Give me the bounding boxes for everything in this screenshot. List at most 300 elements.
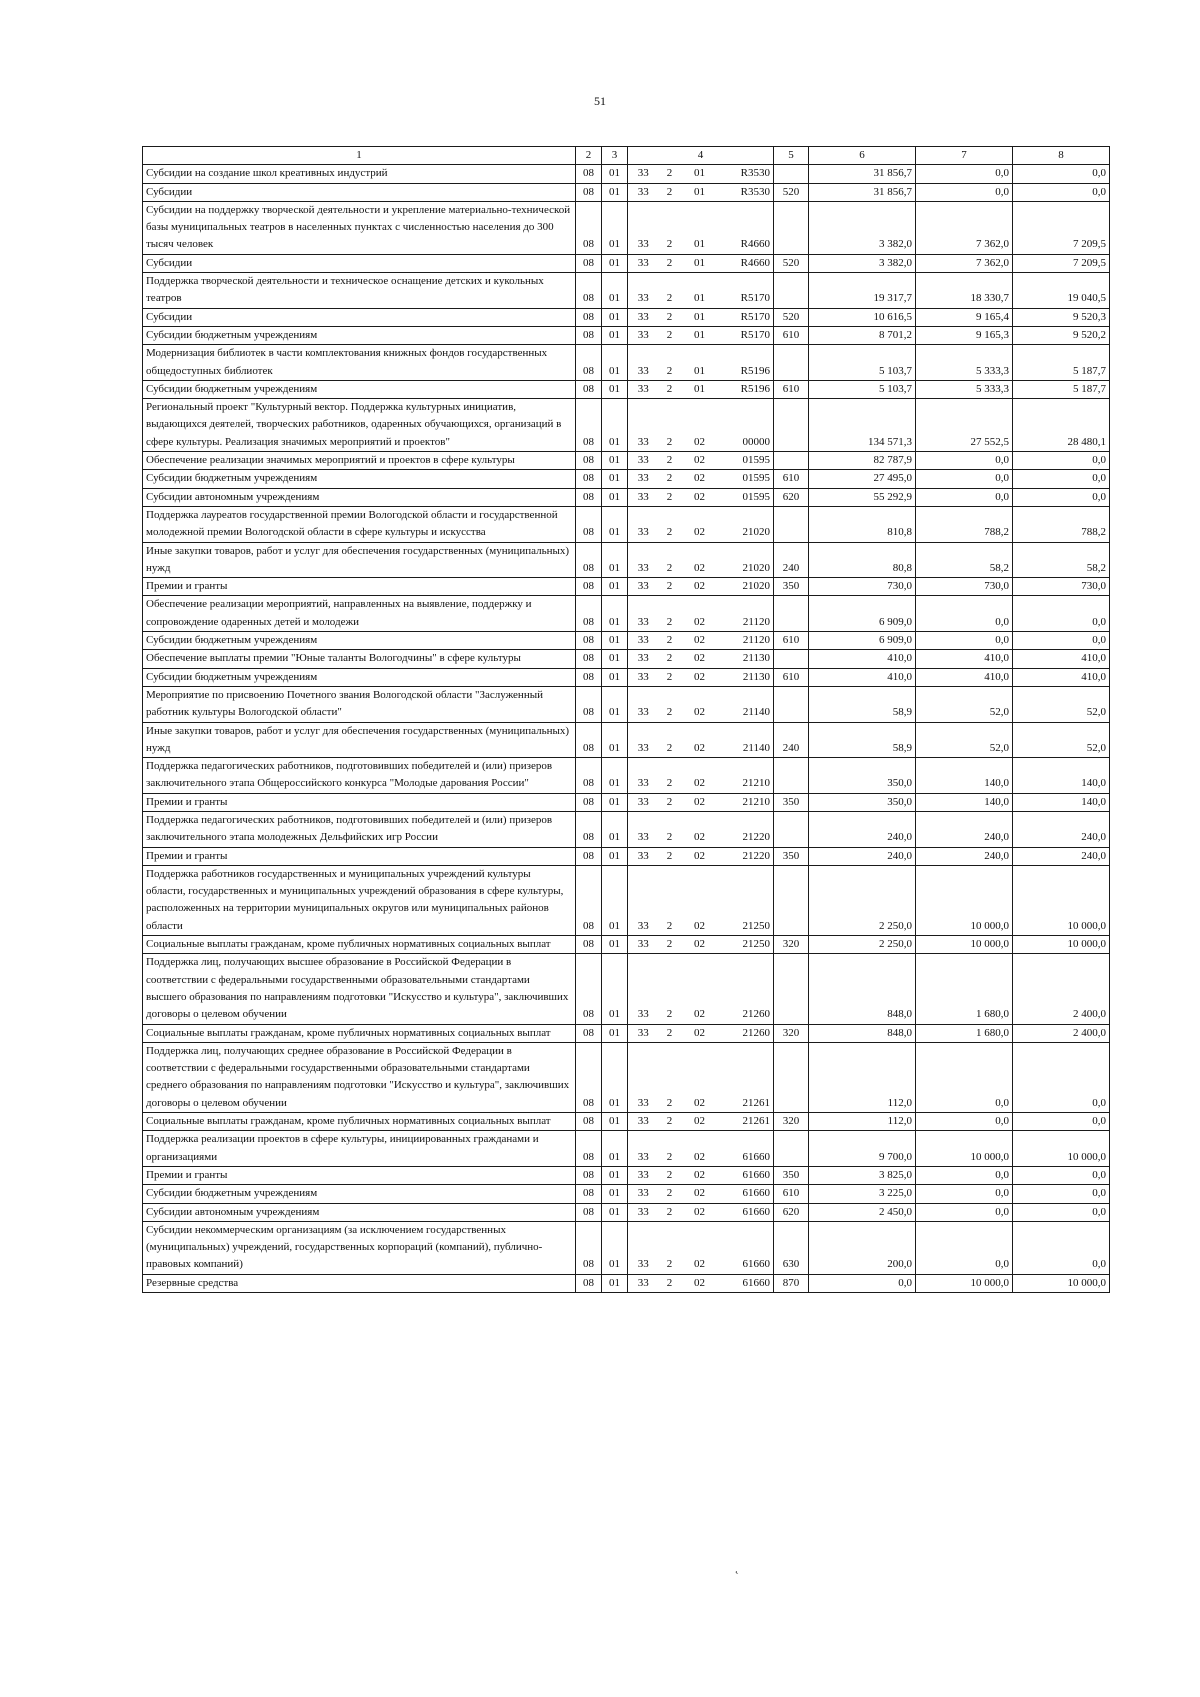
code-section: 08 [576,165,602,183]
amount-col-6: 6 909,0 [809,632,916,650]
page-number: 51 [594,94,606,108]
table-row [143,596,1110,632]
code-type: 2 [659,165,681,183]
code-element: 02 [681,650,719,668]
amount-col-8: 5 187,7 [1013,345,1110,381]
amount-col-8: 10 000,0 [1013,936,1110,954]
table-row [143,650,1110,668]
amount-col-7: 0,0 [916,1042,1013,1112]
row-name: Поддержка педагогических работников, подготовивших победителей и (или) призеров заключительного этапа Общероссийского конкурса "Молодые дарования России" [143,758,576,794]
amount-col-6: 134 571,3 [809,399,916,452]
row-name: Субсидии [143,308,576,326]
code-element: 02 [681,758,719,794]
code-direction: R4660 [719,254,774,272]
code-expense-type: 610 [774,470,809,488]
table-row [143,1166,1110,1184]
code-program: 33 [628,1221,659,1274]
code-subsection: 01 [602,1113,628,1131]
code-type: 2 [659,847,681,865]
amount-col-8: 9 520,2 [1013,326,1110,344]
row-name: Субсидии бюджетным учреждениям [143,1185,576,1203]
code-program: 33 [628,1203,659,1221]
code-element: 02 [681,954,719,1024]
amount-col-6: 58,9 [809,686,916,722]
code-element: 02 [681,578,719,596]
code-expense-type [774,686,809,722]
code-section: 08 [576,488,602,506]
code-element: 02 [681,793,719,811]
row-name: Субсидии бюджетным учреждениям [143,380,576,398]
code-section: 08 [576,1274,602,1292]
code-subsection: 01 [602,722,628,758]
code-expense-type: 320 [774,1024,809,1042]
amount-col-8: 0,0 [1013,1166,1110,1184]
code-element: 02 [681,1221,719,1274]
amount-col-6: 9 700,0 [809,1131,916,1167]
amount-col-6: 730,0 [809,578,916,596]
row-name: Субсидии бюджетным учреждениям [143,632,576,650]
row-name: Обеспечение реализации мероприятий, направленных на выявление, поддержку и сопровождение одаренных детей и молодежи [143,596,576,632]
code-section: 08 [576,596,602,632]
amount-col-6: 848,0 [809,1024,916,1042]
code-direction: 21260 [719,1024,774,1042]
amount-col-7: 0,0 [916,488,1013,506]
code-subsection: 01 [602,650,628,668]
table-row [143,722,1110,758]
table-body [143,165,1110,1293]
code-subsection: 01 [602,1203,628,1221]
code-program: 33 [628,668,659,686]
row-name: Поддержка лиц, получающих среднее образование в Российской Федерации в соответствии с федеральными государственными образовательными стандартами среднего образования по направлениям подготовки "Искусство и культура", заключивших договоры о целевом обучении [143,1042,576,1112]
amount-col-7: 1 680,0 [916,1024,1013,1042]
code-type: 2 [659,1113,681,1131]
code-subsection: 01 [602,1221,628,1274]
amount-col-6: 240,0 [809,811,916,847]
amount-col-7: 0,0 [916,596,1013,632]
code-direction: 21130 [719,668,774,686]
code-section: 08 [576,758,602,794]
code-type: 2 [659,1185,681,1203]
code-expense-type [774,1042,809,1112]
table-row [143,470,1110,488]
amount-col-6: 2 250,0 [809,936,916,954]
code-section: 08 [576,1185,602,1203]
table-row [143,1185,1110,1203]
code-expense-type: 520 [774,308,809,326]
header-cell-6: 6 [809,147,916,165]
code-direction: 01595 [719,470,774,488]
amount-col-6: 112,0 [809,1042,916,1112]
amount-col-6: 82 787,9 [809,452,916,470]
code-type: 2 [659,326,681,344]
table-row [143,1042,1110,1112]
code-direction: 01595 [719,488,774,506]
code-element: 01 [681,273,719,309]
code-direction: 21120 [719,632,774,650]
code-direction: R4660 [719,201,774,254]
code-direction: 21261 [719,1113,774,1131]
amount-col-7: 10 000,0 [916,865,1013,935]
amount-col-8: 52,0 [1013,722,1110,758]
amount-col-6: 3 225,0 [809,1185,916,1203]
row-name: Субсидии [143,183,576,201]
code-type: 2 [659,811,681,847]
code-type: 2 [659,596,681,632]
table-row [143,632,1110,650]
table-row [143,488,1110,506]
table-row [143,183,1110,201]
code-direction: R5170 [719,273,774,309]
code-type: 2 [659,632,681,650]
code-direction: R5170 [719,308,774,326]
code-direction: 21020 [719,506,774,542]
scan-dot: ˛ [735,1560,739,1574]
row-name: Социальные выплаты гражданам, кроме публичных нормативных социальных выплат [143,1024,576,1042]
amount-col-8: 410,0 [1013,668,1110,686]
code-subsection: 01 [602,452,628,470]
code-direction: 21220 [719,811,774,847]
code-subsection: 01 [602,380,628,398]
code-program: 33 [628,1274,659,1292]
amount-col-7: 0,0 [916,470,1013,488]
amount-col-6: 31 856,7 [809,183,916,201]
code-program: 33 [628,632,659,650]
code-section: 08 [576,936,602,954]
amount-col-7: 140,0 [916,758,1013,794]
row-name: Поддержка работников государственных и муниципальных учреждений культуры области, государственных и муниципальных учреждений образования в сфере культуры, расположенных на территории муниципальных округов или муниципальных районов области [143,865,576,935]
amount-col-7: 1 680,0 [916,954,1013,1024]
code-element: 02 [681,488,719,506]
code-section: 08 [576,954,602,1024]
code-subsection: 01 [602,632,628,650]
amount-col-7: 410,0 [916,650,1013,668]
row-name: Социальные выплаты гражданам, кроме публичных нормативных социальных выплат [143,936,576,954]
amount-col-8: 2 400,0 [1013,1024,1110,1042]
budget-table [142,146,1110,1293]
amount-col-6: 350,0 [809,758,916,794]
code-section: 08 [576,380,602,398]
amount-col-8: 19 040,5 [1013,273,1110,309]
code-program: 33 [628,650,659,668]
header-cell-2: 2 [576,147,602,165]
amount-col-8: 0,0 [1013,1185,1110,1203]
amount-col-8: 52,0 [1013,686,1110,722]
code-element: 02 [681,936,719,954]
code-expense-type [774,345,809,381]
row-name: Поддержка педагогических работников, подготовивших победителей и (или) призеров заключительного этапа молодежных Дельфийских игр России [143,811,576,847]
code-program: 33 [628,793,659,811]
amount-col-6: 31 856,7 [809,165,916,183]
code-element: 01 [681,326,719,344]
code-direction: 21020 [719,542,774,578]
amount-col-8: 7 209,5 [1013,201,1110,254]
code-subsection: 01 [602,165,628,183]
row-name: Премии и гранты [143,1166,576,1184]
code-subsection: 01 [602,811,628,847]
code-section: 08 [576,1203,602,1221]
code-subsection: 01 [602,273,628,309]
code-program: 33 [628,488,659,506]
amount-col-7: 0,0 [916,1203,1013,1221]
code-type: 2 [659,686,681,722]
code-section: 08 [576,399,602,452]
code-subsection: 01 [602,201,628,254]
code-direction: 21140 [719,722,774,758]
code-program: 33 [628,399,659,452]
code-expense-type: 870 [774,1274,809,1292]
amount-col-6: 8 701,2 [809,326,916,344]
code-program: 33 [628,506,659,542]
amount-col-6: 848,0 [809,954,916,1024]
code-element: 02 [681,452,719,470]
header-cell-8: 8 [1013,147,1110,165]
code-direction: 00000 [719,399,774,452]
table-row [143,1024,1110,1042]
row-name: Региональный проект "Культурный вектор. Поддержка культурных инициатив, выдающихся деятелей, творческих работников, одаренных обучающихся, организаций в сфере культуры. Реализация значимых мероприятий и проектов" [143,399,576,452]
code-program: 33 [628,1024,659,1042]
amount-col-6: 55 292,9 [809,488,916,506]
code-section: 08 [576,452,602,470]
amount-col-8: 0,0 [1013,1042,1110,1112]
code-type: 2 [659,1166,681,1184]
table-row [143,847,1110,865]
code-program: 33 [628,722,659,758]
amount-col-8: 240,0 [1013,811,1110,847]
code-section: 08 [576,578,602,596]
code-expense-type [774,201,809,254]
code-element: 01 [681,345,719,381]
amount-col-6: 3 382,0 [809,201,916,254]
code-direction: 61660 [719,1274,774,1292]
row-name: Премии и гранты [143,793,576,811]
code-expense-type [774,165,809,183]
code-direction: 21210 [719,758,774,794]
code-element: 02 [681,1274,719,1292]
amount-col-6: 19 317,7 [809,273,916,309]
amount-col-8: 0,0 [1013,1203,1110,1221]
code-expense-type [774,273,809,309]
amount-col-7: 58,2 [916,542,1013,578]
row-name: Субсидии [143,254,576,272]
table-row [143,542,1110,578]
code-section: 08 [576,686,602,722]
amount-col-7: 27 552,5 [916,399,1013,452]
amount-col-7: 5 333,3 [916,345,1013,381]
code-direction: 61660 [719,1221,774,1274]
code-subsection: 01 [602,326,628,344]
code-element: 02 [681,542,719,578]
code-direction: 21261 [719,1042,774,1112]
amount-col-6: 200,0 [809,1221,916,1274]
code-expense-type: 610 [774,632,809,650]
code-type: 2 [659,1042,681,1112]
row-name: Субсидии автономным учреждениям [143,1203,576,1221]
code-subsection: 01 [602,399,628,452]
table-row [143,1131,1110,1167]
amount-col-6: 410,0 [809,668,916,686]
code-element: 02 [681,1113,719,1131]
row-name: Иные закупки товаров, работ и услуг для обеспечения государственных (муниципальных) нужд [143,542,576,578]
code-program: 33 [628,596,659,632]
code-expense-type: 620 [774,1203,809,1221]
amount-col-6: 240,0 [809,847,916,865]
amount-col-6: 5 103,7 [809,380,916,398]
row-name: Социальные выплаты гражданам, кроме публичных нормативных социальных выплат [143,1113,576,1131]
row-name: Субсидии бюджетным учреждениям [143,470,576,488]
amount-col-8: 9 520,3 [1013,308,1110,326]
code-element: 02 [681,632,719,650]
code-section: 08 [576,793,602,811]
code-section: 08 [576,865,602,935]
amount-col-7: 10 000,0 [916,1274,1013,1292]
code-direction: R5196 [719,380,774,398]
code-program: 33 [628,470,659,488]
code-section: 08 [576,254,602,272]
amount-col-8: 2 400,0 [1013,954,1110,1024]
amount-col-8: 0,0 [1013,1113,1110,1131]
code-program: 33 [628,954,659,1024]
amount-col-8: 10 000,0 [1013,1131,1110,1167]
table-row [143,506,1110,542]
table-row [143,686,1110,722]
amount-col-7: 0,0 [916,452,1013,470]
code-subsection: 01 [602,1274,628,1292]
code-subsection: 01 [602,488,628,506]
code-section: 08 [576,1113,602,1131]
table-row [143,308,1110,326]
table-row [143,399,1110,452]
code-expense-type [774,452,809,470]
row-name: Поддержка лиц, получающих высшее образование в Российской Федерации в соответствии с федеральными государственными образовательными стандартами высшего образования по направлениям подготовки "Искусство и культура", заключивших договоры о целевом обучении [143,954,576,1024]
code-type: 2 [659,722,681,758]
amount-col-8: 5 187,7 [1013,380,1110,398]
table-row [143,254,1110,272]
code-program: 33 [628,686,659,722]
code-type: 2 [659,954,681,1024]
header-cell-3: 3 [602,147,628,165]
code-subsection: 01 [602,1185,628,1203]
code-subsection: 01 [602,578,628,596]
code-subsection: 01 [602,345,628,381]
code-section: 08 [576,668,602,686]
code-program: 33 [628,578,659,596]
code-type: 2 [659,380,681,398]
code-subsection: 01 [602,1131,628,1167]
code-direction: 21140 [719,686,774,722]
code-element: 02 [681,1024,719,1042]
amount-col-8: 10 000,0 [1013,865,1110,935]
code-section: 08 [576,1131,602,1167]
row-name: Поддержка лауреатов государственной премии Вологодской области и государственной молодежной премии Вологодской области в сфере культуры и искусства [143,506,576,542]
amount-col-6: 58,9 [809,722,916,758]
amount-col-7: 410,0 [916,668,1013,686]
amount-col-7: 18 330,7 [916,273,1013,309]
code-program: 33 [628,847,659,865]
code-expense-type [774,954,809,1024]
code-element: 02 [681,722,719,758]
amount-col-8: 788,2 [1013,506,1110,542]
amount-col-7: 0,0 [916,1221,1013,1274]
code-direction: R3530 [719,165,774,183]
code-subsection: 01 [602,506,628,542]
code-program: 33 [628,326,659,344]
amount-col-7: 0,0 [916,1113,1013,1131]
code-program: 33 [628,201,659,254]
code-subsection: 01 [602,1024,628,1042]
code-element: 02 [681,1203,719,1221]
amount-col-8: 7 209,5 [1013,254,1110,272]
code-type: 2 [659,542,681,578]
code-program: 33 [628,865,659,935]
code-type: 2 [659,1024,681,1042]
code-expense-type: 320 [774,1113,809,1131]
table-row [143,273,1110,309]
header-row [143,147,1110,165]
code-type: 2 [659,470,681,488]
table-row [143,345,1110,381]
code-program: 33 [628,1042,659,1112]
amount-col-8: 140,0 [1013,758,1110,794]
amount-col-6: 810,8 [809,506,916,542]
code-section: 08 [576,273,602,309]
code-subsection: 01 [602,183,628,201]
code-section: 08 [576,308,602,326]
table-row [143,380,1110,398]
row-name: Субсидии некоммерческим организациям (за исключением государственных (муниципальных) учреждений, государственных корпораций (компаний), публично-правовых компаний) [143,1221,576,1274]
amount-col-8: 0,0 [1013,1221,1110,1274]
code-expense-type [774,865,809,935]
amount-col-8: 0,0 [1013,488,1110,506]
code-type: 2 [659,1131,681,1167]
row-name: Поддержка реализации проектов в сфере культуры, инициированных гражданами и организациями [143,1131,576,1167]
amount-col-8: 0,0 [1013,452,1110,470]
amount-col-8: 58,2 [1013,542,1110,578]
table-row [143,1203,1110,1221]
code-section: 08 [576,326,602,344]
code-expense-type: 610 [774,380,809,398]
amount-col-8: 0,0 [1013,165,1110,183]
code-direction: 21210 [719,793,774,811]
code-type: 2 [659,399,681,452]
amount-col-8: 10 000,0 [1013,1274,1110,1292]
table-row [143,954,1110,1024]
code-direction: 61660 [719,1203,774,1221]
code-element: 01 [681,254,719,272]
amount-col-6: 3 382,0 [809,254,916,272]
code-section: 08 [576,470,602,488]
code-program: 33 [628,308,659,326]
amount-col-6: 5 103,7 [809,345,916,381]
code-type: 2 [659,345,681,381]
code-subsection: 01 [602,847,628,865]
code-section: 08 [576,650,602,668]
row-name: Модернизация библиотек в части комплектования книжных фондов государственных общедоступных библиотек [143,345,576,381]
code-element: 02 [681,686,719,722]
code-direction: 21260 [719,954,774,1024]
code-expense-type [774,506,809,542]
code-element: 02 [681,399,719,452]
code-expense-type: 630 [774,1221,809,1274]
code-section: 08 [576,1166,602,1184]
amount-col-6: 112,0 [809,1113,916,1131]
code-direction: 21250 [719,865,774,935]
code-element: 01 [681,183,719,201]
code-expense-type [774,650,809,668]
amount-col-7: 10 000,0 [916,1131,1013,1167]
code-type: 2 [659,183,681,201]
code-element: 02 [681,1042,719,1112]
code-section: 08 [576,722,602,758]
